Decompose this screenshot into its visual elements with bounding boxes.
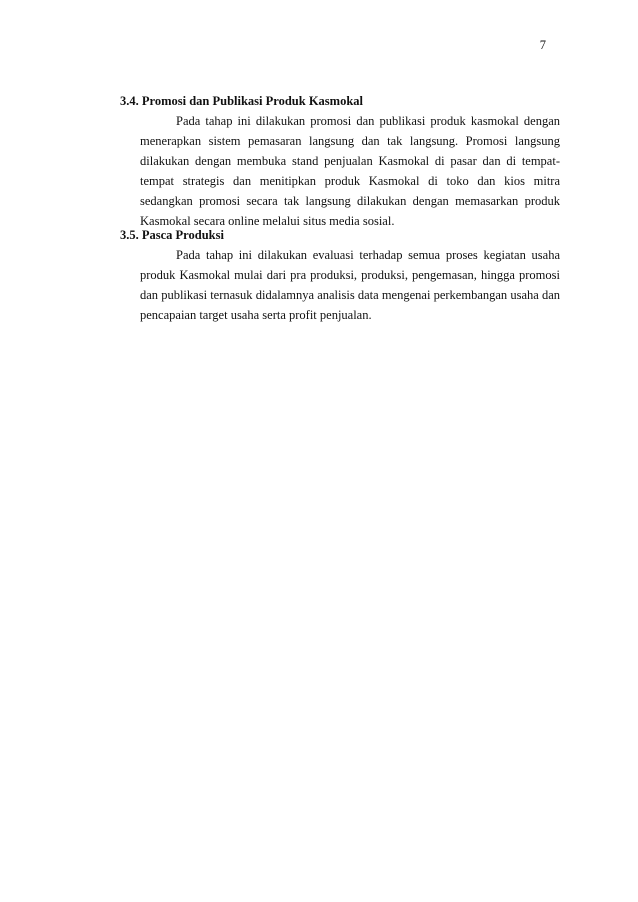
page-number: 7 [539, 38, 546, 52]
section-paragraph: Pada tahap ini dilakukan evaluasi terhadap semua proses kegiatan usaha produk Kasmokal mulai dari pra produksi, produksi, pengemasan, hingga promosi dan publikasi ternasuk didalamnya analisis data mengenai perkembangan usaha dan pencapaian target usaha serta profit penjualan. [140, 248, 560, 322]
section-heading: 3.5. Pasca Produksi [120, 228, 224, 242]
section-pasca-produksi [120, 226, 560, 325]
section-heading: 3.4. Promosi dan Publikasi Produk Kasmokal [120, 94, 363, 108]
section-promosi-publikasi [120, 92, 560, 231]
section-paragraph: Pada tahap ini dilakukan promosi dan publikasi produk kasmokal dengan menerapkan sistem pemasaran langsung dan tak langsung. Promosi langsung dilakukan dengan membuka stand penjualan Kasmokal di pasar dan di tempat-tempat strategis dan menitipkan produk Kasmokal di toko dan kios mitra sedangkan promosi secara tak langsung dilakukan dengan memasarkan produk Kasmokal secara online melalui situs media sosial. [140, 114, 560, 228]
